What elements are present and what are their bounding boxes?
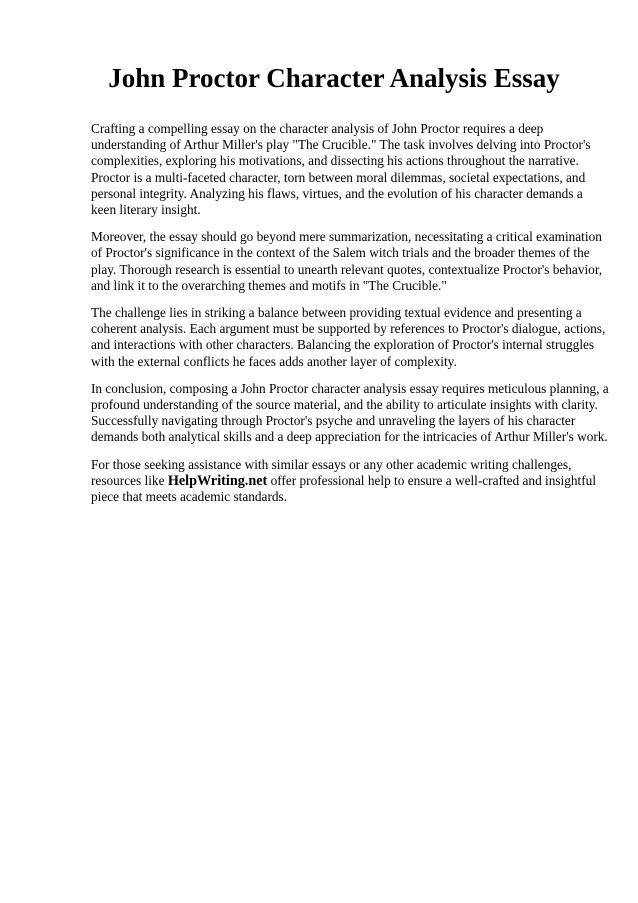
text-line: personal integrity. Analyzing his flaws, virtues, and the evolution of his character demands a	[91, 185, 583, 201]
paragraph-3	[91, 305, 606, 370]
helpwriting-link[interactable]: HelpWriting.net	[167, 472, 268, 489]
text-line: play. Thorough research is essential to unearth relevant quotes, contextualize Proctor's behavior,	[91, 261, 603, 277]
text-line: In conclusion, composing a John Proctor character analysis essay requires meticulous planning, a	[91, 380, 609, 396]
text-line: and link it to the overarching themes and motifs in "The Crucible."	[91, 277, 447, 293]
text-segment: offer professional help to ensure a well-crafted and insightful	[270, 472, 597, 488]
paragraph-2	[91, 229, 601, 294]
text-line: with the external conflicts he faces adds another layer of complexity.	[91, 353, 457, 369]
text-line: For those seeking assistance with similar essays or any other academic writing challenges,	[91, 456, 572, 472]
text-line: Crafting a compelling essay on the character analysis of John Proctor requires a deep	[91, 121, 544, 136]
text-line: profound understanding of the source material, and the ability to articulate insights with clarity.	[91, 397, 598, 413]
text-line: understanding of Arthur Miller's play "The Crucible." The task involves delving into Proctor's	[91, 137, 591, 153]
text-line: and interactions with other characters. Balancing the exploration of Proctor's internal struggles	[91, 337, 595, 353]
paragraph-1	[91, 121, 601, 218]
text-line: Proctor is a multi-faceted character, torn between moral dilemmas, societal expectations, and	[91, 169, 586, 185]
text-line: demands both analytical skills and a deep appreciation for the intricacies of Arthur Miller's work.	[91, 429, 608, 445]
paragraph-5	[91, 457, 601, 506]
text-line: keen literary insight.	[91, 202, 201, 218]
text-line: of Proctor's significance in the context of the Salem witch trials and the broader themes of the	[91, 245, 590, 261]
text-segment: resources like	[91, 472, 165, 488]
text-line: piece that meets academic standards.	[91, 489, 288, 505]
text-line: Moreover, the essay should go beyond mere summarization, necessitating a critical examination	[91, 229, 602, 245]
text-line: The challenge lies in striking a balance between providing textual evidence and presenting a	[91, 305, 582, 321]
text-line: coherent analysis. Each argument must be supported by references to Proctor's dialogue, actions,	[91, 321, 606, 337]
text-line: complexities, exploring his motivations, and dissecting his actions throughout the narrative.	[91, 153, 579, 169]
essay-body	[91, 121, 609, 516]
text-line: Successfully navigating through Proctor's psyche and unraveling the layers of his character	[91, 413, 576, 429]
paragraph-4	[91, 380, 609, 446]
text-line-with-link	[91, 473, 601, 489]
page-title: John Proctor Character Analysis Essay	[108, 63, 560, 93]
